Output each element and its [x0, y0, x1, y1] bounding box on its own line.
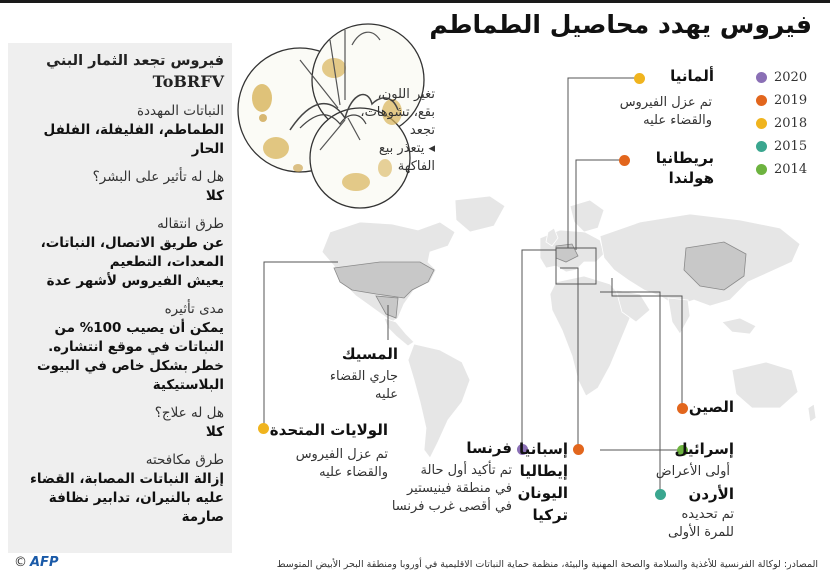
- jordan-desc: [668, 506, 734, 542]
- section-answer: الطماطم، الفليفلة، الفلفل الحار: [43, 122, 224, 157]
- tomato-symptoms-note: [335, 86, 435, 176]
- section-answer: كلا: [205, 424, 224, 440]
- marker-dot-china: [677, 403, 688, 414]
- legend-entry: [756, 135, 826, 158]
- france-desc: [392, 462, 512, 516]
- section-question: النباتات المهددة: [136, 103, 224, 119]
- legend-year: 2015: [774, 139, 808, 154]
- country-group-med: [518, 438, 568, 526]
- section-question: مدى تأثيره: [164, 301, 224, 317]
- section-answer: يمكن أن يصيب 100% من النباتات في موقع انتشاره. خطر بشكل خاص في البيوت البلاستيكية: [37, 320, 224, 393]
- marker-dot-uk: [619, 155, 630, 166]
- symptom-line: تجعد: [409, 123, 435, 138]
- year-legend: [756, 66, 826, 181]
- marker-dot-jordan: [655, 489, 666, 500]
- country-mexico: المسيك: [341, 345, 398, 363]
- legend-dot: [756, 141, 767, 152]
- desc-line: تم عزل الفيروس: [619, 95, 712, 110]
- desc-line: للمرة الأولى: [668, 525, 734, 540]
- symptom-line: بقع، تشوهات،: [360, 105, 435, 120]
- country-usa: الولايات المتحدة: [269, 421, 388, 439]
- section-question: هل له علاج؟: [154, 405, 224, 421]
- desc-line: والقضاء عليه: [319, 465, 388, 480]
- continents: [322, 196, 816, 458]
- section-answer: كلا: [205, 188, 224, 204]
- country-netherlands: هولندا: [668, 169, 714, 187]
- country-jordan: الأردن: [688, 485, 734, 503]
- mexico-desc: [330, 368, 398, 404]
- desc-line: تم تأكيد أول حالة: [420, 463, 512, 478]
- country-uk-nl: [656, 148, 714, 188]
- legend-entry: [756, 89, 826, 112]
- country-germany: ألمانيا: [670, 67, 714, 85]
- desc-line: جاري القضاء: [329, 369, 398, 384]
- desc-line: عليه: [375, 387, 398, 402]
- symptom-bullet-cont: الفاكهة: [397, 159, 435, 174]
- desc-line: في أقصى غرب فرنسا: [391, 499, 512, 514]
- legend-year: 2014: [774, 162, 808, 177]
- country-greece: اليونان: [517, 484, 568, 502]
- legend-dot: [756, 118, 767, 129]
- marker-dot-spain: [573, 444, 584, 455]
- legend-year: 2020: [774, 70, 808, 85]
- legend-dot: [756, 164, 767, 175]
- country-turkey: تركيا: [532, 506, 568, 524]
- country-china: الصين: [688, 398, 734, 416]
- desc-line: في منطقة فينيستير: [406, 481, 512, 496]
- legend-entry: [756, 112, 826, 135]
- desc-line: تم تحديده: [681, 507, 734, 522]
- germany-desc: [620, 94, 712, 130]
- legend-dot: [756, 95, 767, 106]
- desc-line: والقضاء عليه: [643, 113, 712, 128]
- legend-entry: [756, 66, 826, 89]
- virus-code: ToBRFV: [152, 72, 224, 91]
- legend-year: 2019: [774, 93, 808, 108]
- country-israel: إسرائيل: [674, 440, 734, 458]
- symptom-bullet: ◂ يتعذر بيع: [378, 141, 435, 156]
- marker-dot-usa: [258, 423, 269, 434]
- marker-dot-germany: [634, 73, 645, 84]
- country-spain: إسبانيا: [518, 440, 568, 458]
- virus-name: فيروس تجعد الثمار البني: [46, 53, 224, 69]
- section-answer-extra: يعيش الفيروس لأشهر عدة: [46, 273, 224, 289]
- sources-footer: المصادر: لوكالة الفرنسية للأغذية والسلامة والصحة المهنية والبيئة، منظمة حماية النباتات الاقليمية في أوروبا ومنطقة البحر الأبيض المتوسط: [276, 559, 818, 570]
- section-question: هل له تأثير على البشر؟: [92, 169, 224, 185]
- country-uk: بريطانيا: [655, 149, 714, 167]
- legend-dot: [756, 72, 767, 83]
- legend-entry: [756, 158, 826, 181]
- symptom-line: تغير اللون،: [377, 87, 435, 102]
- legend-year: 2018: [774, 116, 808, 131]
- section-question: طرق مكافحته: [145, 452, 224, 468]
- section-answer: إزالة النباتات المصابة، القضاء عليه بالنيران، تدابير نظافة صارمة: [29, 471, 224, 525]
- afp-logo: AFP: [30, 555, 59, 570]
- country-italy: إيطاليا: [519, 462, 568, 480]
- country-france: فرنسا: [466, 439, 512, 457]
- copyright-symbol: ©: [14, 555, 27, 570]
- section-answer: عن طريق الاتصال، النباتات، المعدات، التطعيم: [40, 235, 224, 270]
- usa-desc: [296, 446, 388, 482]
- section-question: طرق انتقاله: [157, 216, 224, 232]
- israel-desc: أولى الأعراض: [655, 464, 730, 479]
- afp-credit: [14, 555, 58, 570]
- info-panel: [8, 43, 232, 553]
- page-title: فيروس يهدد محاصيل الطماطم: [429, 10, 812, 39]
- desc-line: تم عزل الفيروس: [295, 447, 388, 462]
